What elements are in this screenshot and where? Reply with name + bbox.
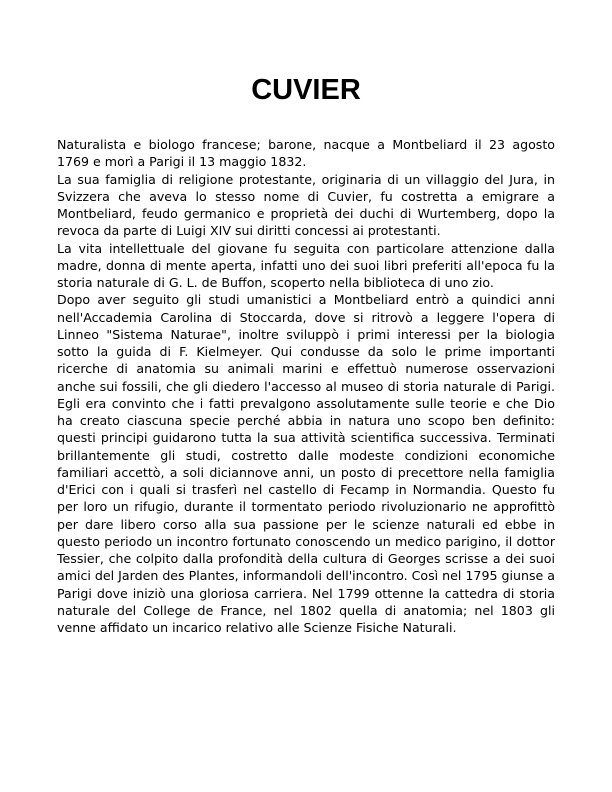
body-text xyxy=(57,136,555,636)
page-title: CUVIER xyxy=(251,74,361,106)
paragraph-birth: Naturalista e biologo francese; barone, nacque a Montbeliard il 23 agosto 1769 e morì a Parigi il 13 maggio 1832. xyxy=(57,137,555,170)
paragraph-youth: La vita intellettuale del giovane fu seguita con particolare attenzione dalla madre, donna di mente aperta, infatti uno dei suoi libri preferiti all'epoca fu la storia naturale di G. L. de Buffon, scoperto nella biblioteca di uno zio. xyxy=(57,240,555,290)
paragraph-career: Dopo aver seguito gli studi umanistici a Montbeliard entrò a quindici anni nell'Accademia Carolina di Stoccarda, dove si ritrovò a leggere l'opera di Linneo "Sistema Naturae", inoltre sviluppò i primi interessi per la biologia sotto la guida di F. Kielmeyer. Qui condusse da solo le prime importanti ricerche di anatomia su animali marini e effettuò numerose osservazioni anche sui fossili, che gli diedero l'accesso al museo di storia naturale di Parigi. Egli era convinto che i fatti prevalgono assolutamente sulle teorie e che Dio ha creato ciascuna specie perché abbia in natura uno scopo ben definito: questi principi guidarono tutta la sua attività scientifica successiva. Terminati brillantemente gli studi, costretto dalle modeste condizioni economiche familiari accettò, a soli diciannove anni, un posto di precettore nella famiglia d'Erici con i quali si trasferì nel castello di Fecamp in Normandia. Questo fu per loro un rifugio, durante il tormentato periodo rivoluzionario ne approfittò per dare libero corso alla sua passione per le scienze naturali ed ebbe in questo periodo un incontro fortunato conoscendo un medico parigino, il dottor Tessier, che colpito dalla profondità della cultura di Georges scrisse a dei suoi amici del Jarden des Plantes, informandoli dell'incontro. Così nel 1795 giunse a Parigi dove iniziò una gloriosa carriera. Nel 1799 ottenne la cattedra di storia naturale del College de France, nel 1802 quella di anatomia; nel 1803 gli venne affidato un incarico relativo alle Scienze Fisiche Naturali. xyxy=(57,292,555,635)
paragraph-family: La sua famiglia di religione protestante, originaria di un villaggio del Jura, in Svizzera che aveva lo stesso nome di Cuvier, fu costretta a emigrare a Montbeliard, feudo germanico e proprietà dei duchi di Wurtemberg, dopo la revoca da parte di Luigi XIV sui diritti concessi ai protestanti. xyxy=(57,171,555,239)
